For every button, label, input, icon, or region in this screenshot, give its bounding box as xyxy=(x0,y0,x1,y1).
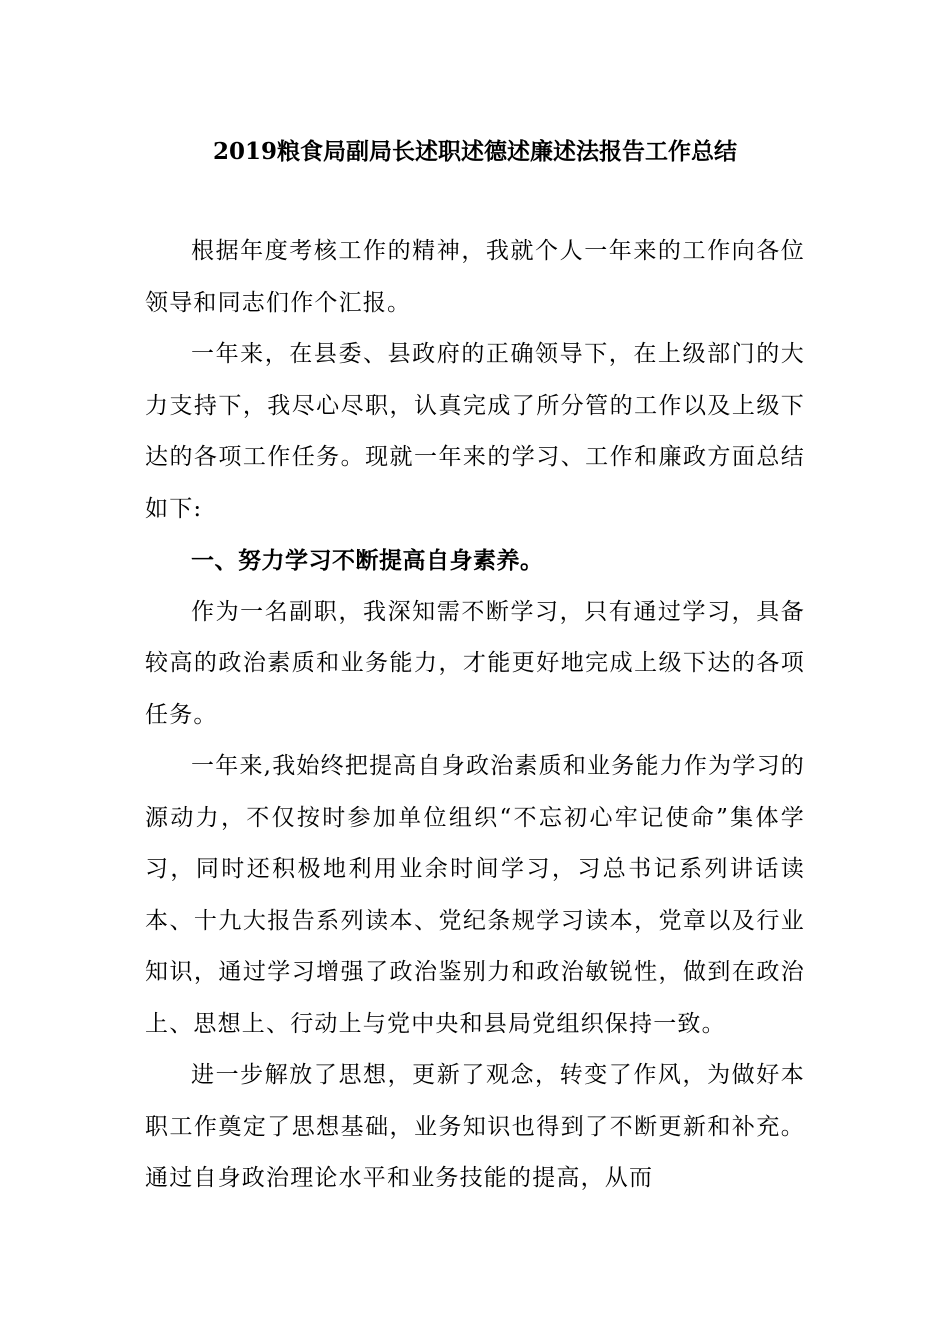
paragraph-intro: 根据年度考核工作的精神，我就个人一年来的工作向各位领导和同志们作个汇报。 xyxy=(145,238,805,316)
paragraph-study-intro: 作为一名副职，我深知需不断学习，只有通过学习，具备较高的政治素质和业务能力，才能更好地完成上级下达的各项任务。 xyxy=(145,598,805,728)
document-title: 2019粮食局副局长述职述德述廉述法报告工作总结 xyxy=(212,138,737,165)
paragraph-overview: 一年来，在县委、县政府的正确领导下，在上级部门的大力支持下，我尽心尽职，认真完成了所分管的工作以及上级下达的各项工作任务。现就一年来的学习、工作和廉政方面总结如下: xyxy=(145,341,805,522)
paragraph-study-outcome: 进一步解放了思想，更新了观念，转变了作风，为做好本职工作奠定了思想基础，业务知识也得到了不断更新和补充。通过自身政治理论水平和业务技能的提高，从而 xyxy=(145,1062,805,1191)
paragraph-study-detail: 一年来,我始终把提高自身政治素质和业务能力作为学习的源动力，不仅按时参加单位组织“不忘初心牢记使命”集体学习，同时还积极地利用业余时间学习，习总书记系列讲话读本、十九大报告系列读本、党纪条规学习读本，党章以及行业知识，通过学习增强了政治鉴别力和政治敏锐性，做到在政治上、思想上、行动上与党中央和县局党组织保持一致。 xyxy=(145,753,805,1037)
document-body xyxy=(145,226,805,1205)
section-heading-1: 一、努力学习不断提高自身素养。 xyxy=(191,547,544,574)
